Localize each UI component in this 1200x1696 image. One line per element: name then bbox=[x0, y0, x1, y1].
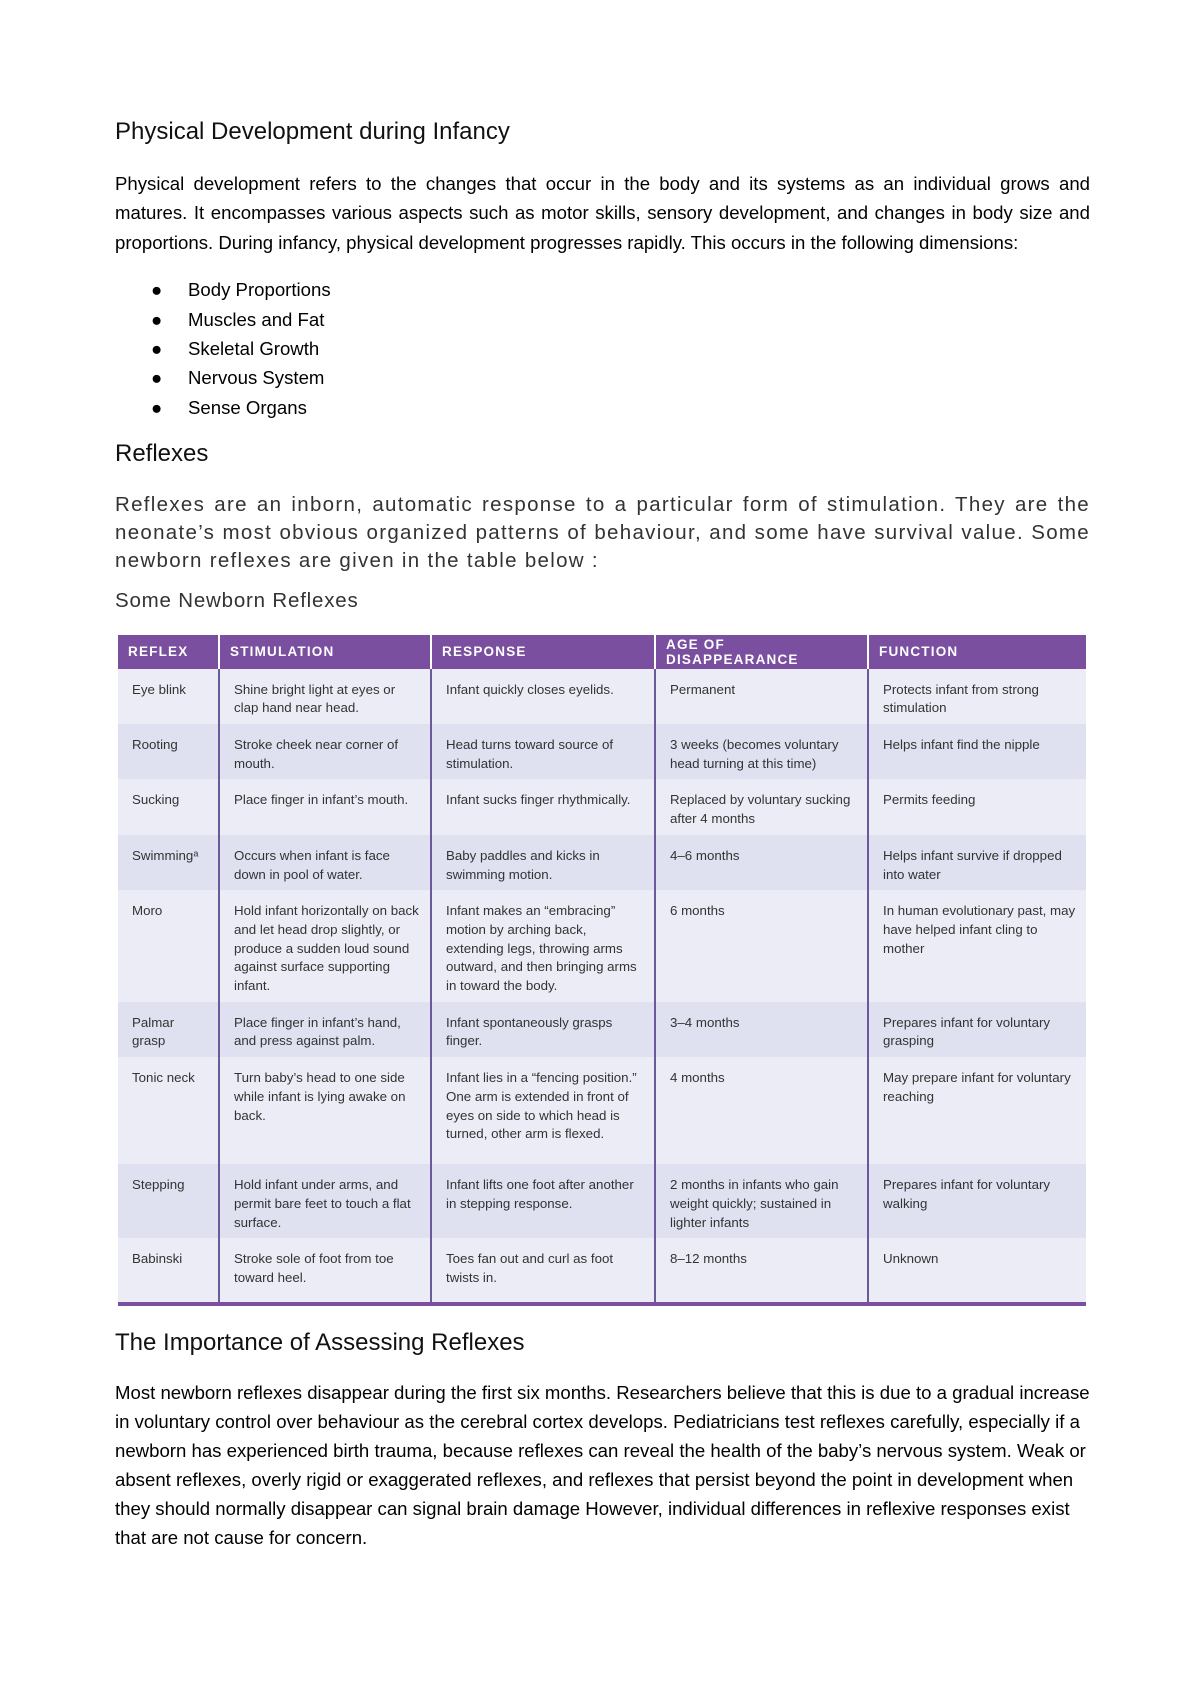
cell-response: Infant spontaneously grasps finger. bbox=[431, 1002, 655, 1057]
cell-stimulation: Hold infant under arms, and permit bare feet to touch a flat surface. bbox=[219, 1164, 431, 1238]
cell-response: Infant sucks finger rhythmically. bbox=[431, 779, 655, 834]
cell-function: Prepares infant for voluntary grasping bbox=[868, 1002, 1086, 1057]
cell-age: 6 months bbox=[655, 890, 868, 1002]
cell-stimulation: Shine bright light at eyes or clap hand near head. bbox=[219, 669, 431, 724]
bullet-icon: ● bbox=[151, 279, 163, 301]
cell-response: Infant makes an “embracing” motion by arching back, extending legs, throwing arms outward, and then bringing arms in toward the body. bbox=[431, 890, 655, 1002]
cell-reflex: Sucking bbox=[118, 779, 219, 834]
cell-age: 3–4 months bbox=[655, 1002, 868, 1057]
list-item: ● Skeletal Growth bbox=[115, 334, 1090, 363]
cell-age: 2 months in infants who gain weight quickly; sustained in lighter infants bbox=[655, 1164, 868, 1238]
cell-reflex: Eye blink bbox=[118, 669, 219, 724]
cell-reflex: Swimmingᵃ bbox=[118, 835, 219, 890]
cell-response: Toes fan out and curl as foot twists in. bbox=[431, 1238, 655, 1304]
reflex-table bbox=[118, 635, 1086, 1307]
cell-age: 3 weeks (becomes voluntary head turning at this time) bbox=[655, 724, 868, 779]
cell-age: Permanent bbox=[655, 669, 868, 724]
section-title-physical-development: Physical Development during Infancy bbox=[115, 118, 510, 145]
cell-reflex: Babinski bbox=[118, 1238, 219, 1304]
cell-age: 4–6 months bbox=[655, 835, 868, 890]
cell-response: Infant lies in a “fencing position.” One arm is extended in front of eyes on side to which head is turned, other arm is flexed. bbox=[431, 1057, 655, 1164]
list-item: ● Sense Organs bbox=[115, 393, 1090, 422]
table-row bbox=[118, 1238, 1086, 1304]
cell-age: 4 months bbox=[655, 1057, 868, 1164]
cell-function: In human evolutionary past, may have helped infant cling to mother bbox=[868, 890, 1086, 1002]
cell-age: Replaced by voluntary sucking after 4 months bbox=[655, 779, 868, 834]
table-row bbox=[118, 1164, 1086, 1238]
table-row bbox=[118, 669, 1086, 724]
table-caption: Some Newborn Reflexes bbox=[115, 588, 359, 612]
column-header-function: FUNCTION bbox=[868, 635, 1086, 669]
bullet-icon: ● bbox=[151, 396, 163, 418]
bullet-icon: ● bbox=[151, 308, 163, 330]
cell-response: Infant lifts one foot after another in stepping response. bbox=[431, 1164, 655, 1238]
cell-function: Protects infant from strong stimulation bbox=[868, 669, 1086, 724]
table-row bbox=[118, 1002, 1086, 1057]
column-header-reflex: REFLEX bbox=[118, 635, 219, 669]
cell-stimulation: Place finger in infant’s hand, and press against palm. bbox=[219, 1002, 431, 1057]
cell-reflex: Palmar grasp bbox=[118, 1002, 219, 1057]
cell-reflex: Moro bbox=[118, 890, 219, 1002]
reflexes-paragraph: Reflexes are an inborn, automatic response to a particular form of stimulation. They are the neonate’s most obvious organized patterns of behaviour, and some have survival value. Some newborn reflexes are given in the table below : bbox=[115, 493, 1090, 572]
cell-reflex: Stepping bbox=[118, 1164, 219, 1238]
section-title-importance-of-assessing-reflexes: The Importance of Assessing Reflexes bbox=[115, 1329, 525, 1357]
list-item: ● Nervous System bbox=[115, 363, 1090, 392]
cell-reflex: Rooting bbox=[118, 724, 219, 779]
bullet-icon: ● bbox=[151, 338, 163, 360]
cell-response: Infant quickly closes eyelids. bbox=[431, 669, 655, 724]
cell-stimulation: Turn baby’s head to one side while infant is lying awake on back. bbox=[219, 1057, 431, 1164]
table-row bbox=[118, 724, 1086, 779]
table-row bbox=[118, 779, 1086, 834]
dimensions-list bbox=[115, 275, 1090, 422]
cell-function: Helps infant survive if dropped into water bbox=[868, 835, 1086, 890]
cell-stimulation: Stroke sole of foot from toe toward heel. bbox=[219, 1238, 431, 1304]
assessing-reflexes-paragraph: Most newborn reflexes disappear during the first six months. Researchers believe that this is due to a gradual increase in voluntary control over behaviour as the cerebral cortex develops. Pediatricians test reflexes carefully, especially if a newborn has experienced birth trauma, because reflexes can reveal the health of the baby’s nervous system. Weak or absent reflexes, overly rigid or exaggerated reflexes, and reflexes that persist beyond the point in development when they should normally disappear can signal brain damage However, individual differences in reflexive responses exist that are not cause for concern. bbox=[115, 1382, 1090, 1549]
column-header-response: RESPONSE bbox=[431, 635, 655, 669]
table-row bbox=[118, 890, 1086, 1002]
cell-function: Unknown bbox=[868, 1238, 1086, 1304]
table-row bbox=[118, 835, 1086, 890]
cell-function: May prepare infant for voluntary reaching bbox=[868, 1057, 1086, 1164]
cell-response: Head turns toward source of stimulation. bbox=[431, 724, 655, 779]
document-content bbox=[115, 0, 1090, 1552]
cell-stimulation: Hold infant horizontally on back and let head drop slightly, or produce a sudden loud sound against surface supporting infant. bbox=[219, 890, 431, 1002]
bullet-icon: ● bbox=[151, 367, 163, 389]
column-header-age-of-disappearance: AGE OF DISAPPEARANCE bbox=[655, 635, 868, 669]
list-item: ● Muscles and Fat bbox=[115, 305, 1090, 334]
cell-reflex: Tonic neck bbox=[118, 1057, 219, 1164]
cell-stimulation: Stroke cheek near corner of mouth. bbox=[219, 724, 431, 779]
cell-stimulation: Place finger in infant’s mouth. bbox=[219, 779, 431, 834]
cell-function: Helps infant find the nipple bbox=[868, 724, 1086, 779]
table-header-row bbox=[118, 635, 1086, 669]
cell-age: 8–12 months bbox=[655, 1238, 868, 1304]
cell-function: Permits feeding bbox=[868, 779, 1086, 834]
physical-development-paragraph: Physical development refers to the changes that occur in the body and its systems as an individual grows and matures. It encompasses various aspects such as motor skills, sensory development, and changes in body size and proportions. During infancy, physical development progresses rapidly. This occurs in the following dimensions: bbox=[115, 173, 1090, 253]
cell-stimulation: Occurs when infant is face down in pool of water. bbox=[219, 835, 431, 890]
section-title-reflexes: Reflexes bbox=[115, 440, 209, 468]
list-item: ● Body Proportions bbox=[115, 275, 1090, 304]
column-header-stimulation: STIMULATION bbox=[219, 635, 431, 669]
table-row bbox=[118, 1057, 1086, 1164]
cell-response: Baby paddles and kicks in swimming motion. bbox=[431, 835, 655, 890]
cell-function: Prepares infant for voluntary walking bbox=[868, 1164, 1086, 1238]
